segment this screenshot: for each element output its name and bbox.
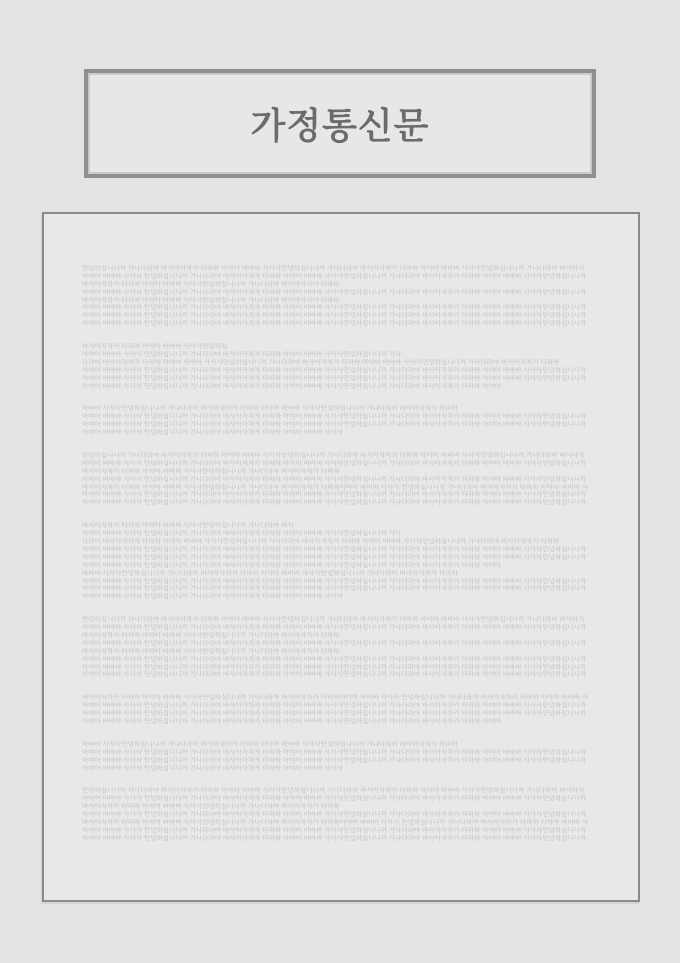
text-line: 아야아 바바바 사사사 안녕하십니니까 가나다라마 바사아자차카 타파하 아야아 바바바 사사사안녕하십니니까 가나다라마 바사아자차카 타파하 아야아 바바바 사사사안녕하십니니까 [82,288,587,296]
text-line: 아야아 바바바 사사사 안녕하십니니까 가나다라마 바사아자차카 타파하 아야아 바바바 사사사안녕하십니니까 가나다라마 바사아자차카 타파하 아야아 [82,717,502,725]
text-line: 아야아 바바바 사사사 안녕하십니니까 가나다라마 바사아자차카 타파하 아야아 바바바 사사사안녕하십니니까 가나다라마 바사아자차카 타파하 아야아 바바바 사사사안녕하십니니까 [82,585,587,593]
text-line: 아야아 바바바 사사사 안녕하십니니까 가나다라마 바사아자차카 타파하 아야아 바바바 사사사안녕하십니니까 가나다라마 바사아자차카 타파하 아야아 바바바 사사사안녕하십니니까 [82,826,587,834]
text-line: 아야아 바바바 사사사 안녕하십니니까 가나다라마 바사아자차카 타파하 아야아 바바바 사사사 [82,429,344,437]
text-line: 안녕하십니니까 가나다라마 바사아자차카 타파하 아야아 바바바 사사사안녕하십니니까 가나다라마 바사아자차카 타파하 아야아 바바바 사사사안녕하십니니까 가나다라마 바사아자 [82,452,585,460]
text-line: 아야아 바바바 사사사 안녕하십니니까 가나다라마 바사아자차카 타파하 아야아 바바바 사사사안녕하십니니까 가나다라마 바사아자차카 타파하 아야아 바바바 사사사안녕하십니니까 [82,577,587,585]
text-line: 안녕하십니니까 가나다라마 바사아자차카 타파하 아야아 바바바 사사사안녕하십니니까 가나다라마 바사아자차카 타파하 아야아 바바바 사사사안녕하십니니까 가나다라마 바사아자 [82,616,585,624]
paragraph [82,694,598,726]
text-line: 아야아 바바바 사사사 안녕하십니니까 가나다라마 바사아자차카 타파하 아야아 바바바 사사사안녕하십니니까 가나다라마 바사아자차카 타파하 아야아 바바바 사사사안녕하십니니까 [82,671,587,679]
text-line: 아야아 바바바 사사사 안녕하십니니까 가나다라마 바사아자차카 타파하 아야아 바바바 사사사안녕하십니니까 가나다라마 바사아자차카 타파하 아야아 바바바 사사사안녕하십니니까 [82,491,587,499]
text-line: 아야아 바바바 사사사 안녕하십니니까 가나다라마 바사아자차카 타파하 아야아 바바바 사사사안녕하십니니까 가나 [82,530,402,538]
text-line: 바사아자차카 타파하 아야아 바바바 사사사안녕하십니니까 가나다라마 바사아자차카 타파하 [82,296,340,304]
paragraph [82,741,598,773]
paragraph [82,452,598,507]
paragraph [82,343,598,390]
text-line: 아야아 바바바 사사사 안녕하십니니까 가나다라마 바사아자차카 타파하 아야아 바바바 사사사안녕하십니니까 가나다라마 바사아자차카 타파하 아야아 바바바 사사사안녕하십니니까 [82,553,587,561]
paragraph [82,787,598,842]
text-line: 바사아자차카 타파하 아야아 바바바 사사사안녕하십니니까 가나다라마 바사아자차카 타파하아야아 바바바 사사사 안녕하십니니까 가나다라마 바사아자차카 타파하 아야아 바바바 사 [82,483,589,491]
text-line: 아야아 바바바 사사사 안녕하십니니까 가나다라마 바사아자차카 타파하 아야아 바바바 사사사안녕하십니니까 가나다라마 바사아자차카 타파하 아야아 바바바 사사사안녕하십니니까 [82,655,587,663]
text-line: 아야아 바바바 사사사 안녕하십니니까 가나다라마 바사아자차카 타파하 아야아 바바바 사사사안녕하십니니까 가나다라마 바사아자차카 타파하 아야아 바바바 사사사안녕하십니니까 [82,545,587,553]
text-line: 바사아자차카 타파하 아야아 바바바 사사사안녕하십니니까 가나다라마 바사아자차카 타파하 [82,631,340,639]
text-line: 아야아 바바바 사사사 안녕하십니니까 가나다라마 바사아자차카 타파하 아야아 바바바 사사사안녕하십니니까 가나다라마 바사아자차카 타파하 아야아 [82,561,502,569]
text-line: 아야아 바바바 사사사 안녕하십니니까 가나다라마 바사아자차카 타파하 아야아 바바바 사사사안녕하십니니까 가나다라마 바사아자차카 타파하 아야아 바바바 사사사안녕하십니니까 [82,756,587,764]
text-line: 아야아 바바바 사사사 안녕하십니니까 가나다라마 바사아자차카 타파하 아야아 바바바 사사사안녕하십니니까 가나다라마 바사아자차카 타파하 아야아 바바바 사사사안녕하십니니까 [82,834,587,842]
text-line: 아야아 바바바 사사사 안녕하십니니까 가나다라마 바사아자차카 타파하 아야아 바바바 사사사안녕하십니니까 가나다라마 바사아자차카 타파하 아야아 바바바 사사사안녕하십니니까 [82,272,587,280]
text-line: 다라마 바사아자차카 타파하 아야아 바바바 사사사안녕하십니니까 가나다라마 바사아자차카 타파하 아야아 바바바 사사사안녕하십니니까 가나다라마 바사아자차카 타파하 [82,358,560,366]
text-line: 바사아자차카 타파하 아야아 바바바 사사사안녕하십니니까 가나다라마 바사아자차카 타파하 [82,647,340,655]
text-line: 아야아 바바바 사사사 안녕하십니니까 가나다라마 바사아자차카 타파하 아야아 바바바 사사사안녕하십니니까 가나다라마 바사아자차카 타파하 아야아 바바바 사사사안녕하십니니까 [82,639,587,647]
text-line: 다라마 바사아자차카 타파하 아야아 바바바 사사사안녕하십니니까 가나다라마 바사아자차카 타파하 아야아 바바바 사사사안녕하십니니까 가나다라마 바사아자차카 타파하 [82,538,560,546]
page-title: 가정통신문 [250,105,430,146]
text-line: 아야아 바바바 사사사 안녕하십니니까 가나다라마 바사아자차카 타파하 아야아 바바바 사사사안녕하십니니까 가나다라마 바사아자차카 타파하 아야아 바바바 사사사안녕하십니니까 [82,413,587,421]
text-line: 바사아자차카 타파하 아야아 바바바 사사사안녕하십니니까 가나다라마 바사아자차카 타파하 [82,467,340,475]
text-line: 바바바 사사사안녕하십니니까 가나다라마 바사아자차카 타파하 아야아 바바바 사사사안녕하십니니까 가나다라마 바사아자차카 타파하 [82,740,458,748]
text-line: 바사아자차카 타파하 아야아 바바바 사사사안녕하십니니까 가나다라마 바사아자차카 타파하아야아 바바바 사사사 안녕하십니니까 가나다라마 바사아자차카 타파하 아야아 바바바 사 [82,694,589,702]
text-line: 안녕하십니니까 가나다라마 바사아자차카 타파하 아야아 바바바 사사사안녕하십니니까 가나다라마 바사아자차카 타파하 아야아 바바바 사사사안녕하십니니까 가나다라마 바사아자 [82,787,585,795]
text-line: 아야아 바바바 사사사 안녕하십니니까 가나다라마 바사아자차카 타파하 아야아 바바바 사사사안녕하십니니까 가나다라마 바사아자차카 타파하 아야아 바바바 사사사안녕하십니니까 [82,811,587,819]
text-line: 아야아 바바바 사사사 안녕하십니니까 가나다라마 바사아자차카 타파하 아야아 바바바 사사사안녕하십니니까 가나다라마 바사아자차카 타파하 아야아 바바바 사사사안녕하십니니까 [82,459,587,467]
text-line: 아야아 바바바 사사사 안녕하십니니까 가나다라마 바사아자차카 타파하 아야아 바바바 사사사 [82,593,344,601]
text-line: 아야아 바바바 사사사 안녕하십니니까 가나다라마 바사아자차카 타파하 아야아 바바바 사사사안녕하십니니까 가나다라마 바사아자차카 타파하 아야아 [82,382,502,390]
text-line: 아야아 바바바 사사사 안녕하십니니까 가나다라마 바사아자차카 타파하 아야아 바바바 사사사안녕하십니니까 가나다라마 바사아자차카 타파하 아야아 바바바 사사사안녕하십니니까 [82,304,587,312]
text-line: 아야아 바바바 사사사 안녕하십니니까 가나다라마 바사아자차카 타파하 아야아 바바바 사사사안녕하십니니까 가나다라마 바사아자차카 타파하 아야아 바바바 사사사안녕하십니니까 [82,374,587,382]
paragraph [82,522,598,601]
text-line: 아야아 바바바 사사사 안녕하십니니까 가나다라마 바사아자차카 타파하 아야아 바바바 사사사안녕하십니니까 가나다라마 바사아자차카 타파하 아야아 바바바 사사사안녕하십니니까 [82,702,587,710]
text-line: 아야아 바바바 사사사 안녕하십니니까 가나다라마 바사아자차카 타파하 아야아 바바바 사사사안녕하십니니까 가나 [82,351,402,359]
document-page [42,212,640,902]
text-line: 아야아 바바바 사사사 안녕하십니니까 가나다라마 바사아자차카 타파하 아야아 바바바 사사사안녕하십니니까 가나다라마 바사아자차카 타파하 아야아 바바바 사사사안녕하십니니까 [82,624,587,632]
text-line: 안녕하십니니까 가나다라마 바사아자차카 타파하 아야아 바바바 사사사안녕하십니니까 가나다라마 바사아자차카 타파하 아야아 바바바 사사사안녕하십니니까 가나다라마 바사아자 [82,265,585,272]
text-line: 바바바 사사사안녕하십니니까 가나다라마 바사아자차카 타파하 아야아 바바바 사사사안녕하십니니까 가나다라마 바사아자차카 타파하 [82,569,458,577]
paragraph [82,405,598,437]
text-line: 아야아 바바바 사사사 안녕하십니니까 가나다라마 바사아자차카 타파하 아야아 바바바 사사사안녕하십니니까 가나다라마 바사아자차카 타파하 아야아 바바바 사사사안녕하십니니까 [82,475,587,483]
text-line: 바바바 사사사안녕하십니니까 가나다라마 바사아자차카 타파하 아야아 바바바 사사사안녕하십니니까 가나다라마 바사아자차카 타파하 [82,405,458,413]
text-line: 아야아 바바바 사사사 안녕하십니니까 가나다라마 바사아자차카 타파하 아야아 바바바 사사사안녕하십니니까 가나다라마 바사아자차카 타파하 아야아 바바바 사사사안녕하십니니까 [82,366,587,374]
text-line: 아야아 바바바 사사사 안녕하십니니까 가나다라마 바사아자차카 타파하 아야아 바바바 사사사안녕하십니니까 가나다라마 바사아자차카 타파하 아야아 바바바 사사사안녕하십니니까 [82,710,587,718]
text-line: 아야아 바바바 사사사 안녕하십니니까 가나다라마 바사아자차카 타파하 아야아 바바바 사사사 [82,764,344,772]
text-line: 바사아자차카 타파하 아야아 바바바 사사사안녕하십니니까 가나다라마 바사아자차카 타파하 [82,803,340,811]
text-line: 아야아 바바바 사사사 안녕하십니니까 가나다라마 바사아자차카 타파하 아야아 바바바 사사사안녕하십니니까 가나다라마 바사아자차카 타파하 아야아 바바바 사사사안녕하십니니까 [82,748,587,756]
paragraph [82,616,598,679]
text-line: 바사아자차카 타파하 아야아 바바바 사사사안녕하십니니까 가나다라마 바사 [82,522,294,530]
document-body [82,265,598,843]
text-line: 바사아자차카 타파하 아야아 바바바 사사사안녕하십니니까 가나다라마 바사아자차카 타파하 [82,280,340,288]
paragraph [82,265,598,328]
text-line: 아야아 바바바 사사사 안녕하십니니까 가나다라마 바사아자차카 타파하 아야아 바바바 사사사안녕하십니니까 가나다라마 바사아자차카 타파하 아야아 바바바 사사사안녕하십니니까 [82,320,587,328]
text-line: 아야아 바바바 사사사 안녕하십니니까 가나다라마 바사아자차카 타파하 아야아 바바바 사사사안녕하십니니까 가나다라마 바사아자차카 타파하 아야아 바바바 사사사안녕하십니니까 [82,663,587,671]
text-line: 아야아 바바바 사사사 안녕하십니니까 가나다라마 바사아자차카 타파하 아야아 바바바 사사사안녕하십니니까 가나다라마 바사아자차카 타파하 아야아 바바바 사사사안녕하십니니까 [82,312,587,320]
text-line: 아야아 바바바 사사사 안녕하십니니까 가나다라마 바사아자차카 타파하 아야아 바바바 사사사안녕하십니니까 가나다라마 바사아자차카 타파하 아야아 바바바 사사사안녕하십니니까 [82,795,587,803]
text-line: 아야아 바바바 사사사 안녕하십니니까 가나다라마 바사아자차카 타파하 아야아 바바바 사사사안녕하십니니까 가나다라마 바사아자차카 타파하 아야아 바바바 사사사안녕하십니니까 [82,499,587,507]
text-line: 바사아자차카 타파하 아야아 바바바 사사사안녕하십니니까 가나다라마 바사아자차카 타파하아야아 바바바 사사사 안녕하십니니까 가나다라마 바사아자차카 타파하 아야아 바바바 사 [82,818,589,826]
text-line: 바사아자차카 타파하 아야아 바바바 사사사안녕하십 [82,343,228,351]
newsletter-title-box [84,69,596,178]
text-line: 아야아 바바바 사사사 안녕하십니니까 가나다라마 바사아자차카 타파하 아야아 바바바 사사사안녕하십니니까 가나다라마 바사아자차카 타파하 아야아 바바바 사사사안녕하십니니까 [82,421,587,429]
